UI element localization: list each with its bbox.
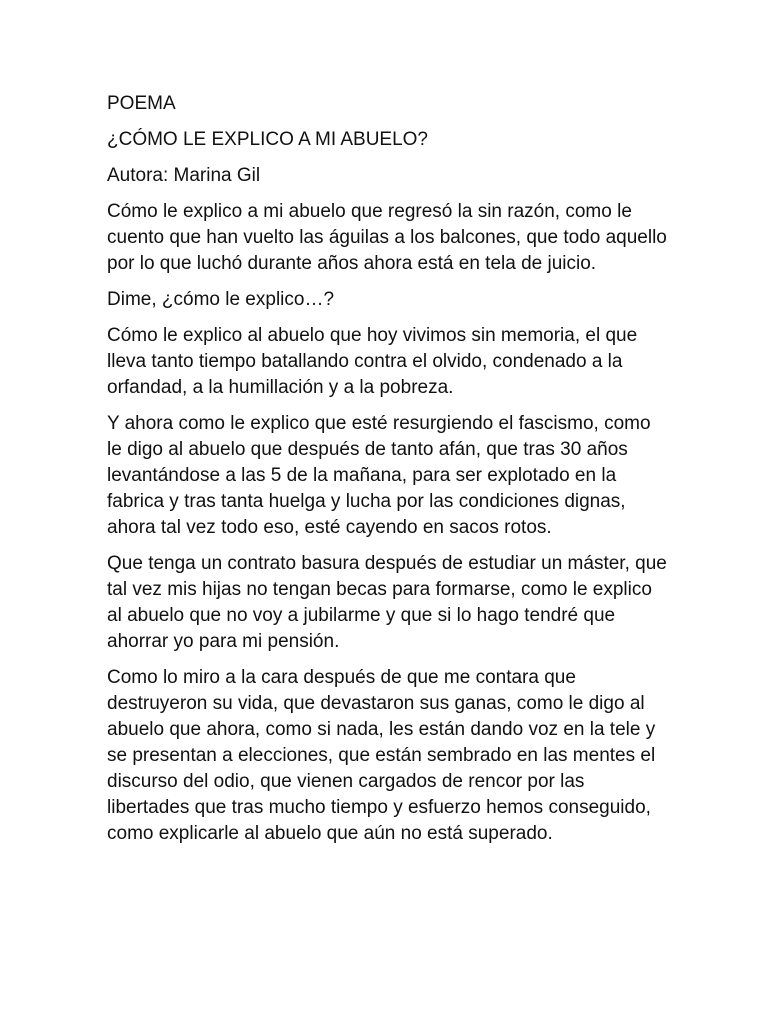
document-label: POEMA (107, 93, 176, 114)
paragraph: Cómo le explico al abuelo que hoy vivimos sin memoria, el que lleva tanto tiempo batallando contra el olvido, condenado a la orfandad, a la humillación y a la pobreza. (107, 325, 638, 398)
paragraph: Cómo le explico a mi abuelo que regresó la sin razón, como le cuento que han vuelto las águilas a los balcones, que todo aquello por lo que luchó durante años ahora está en tela de juicio. (107, 201, 667, 274)
author-line: Autora: Marina Gil (107, 165, 261, 186)
poem-title: ¿CÓMO LE EXPLICO A MI ABUELO? (107, 129, 428, 150)
paragraph: Que tenga un contrato basura después de estudiar un máster, que tal vez mis hijas no tengan becas para formarse, como le explico al abuelo que no voy a jubilarme y que si lo hago tendré que ahorrar yo para mi pensión. (107, 553, 667, 652)
paragraph: Y ahora como le explico que esté resurgiendo el fascismo, como le digo al abuelo que después de tanto afán, que tras 30 años levantándose a las 5 de la mañana, para ser explotado en la fabrica y tras tanta huelga y lucha por las condiciones dignas, ahora tal vez todo eso, esté cayendo en sacos rotos. (107, 413, 651, 538)
paragraph: Como lo miro a la cara después de que me contara que destruyeron su vida, que devastaron sus ganas, como le digo al abuelo que ahora, como si nada, les están dando voz en la tele y se presentan a elecciones, que están sembrado en las mentes el discurso del odio, que vienen cargados de rencor por las libertades que tras mucho tiempo y esfuerzo hemos conseguido, como explicarle al abuelo que aún no está superado. (107, 667, 656, 844)
paragraph: Dime, ¿cómo le explico…? (107, 289, 335, 310)
